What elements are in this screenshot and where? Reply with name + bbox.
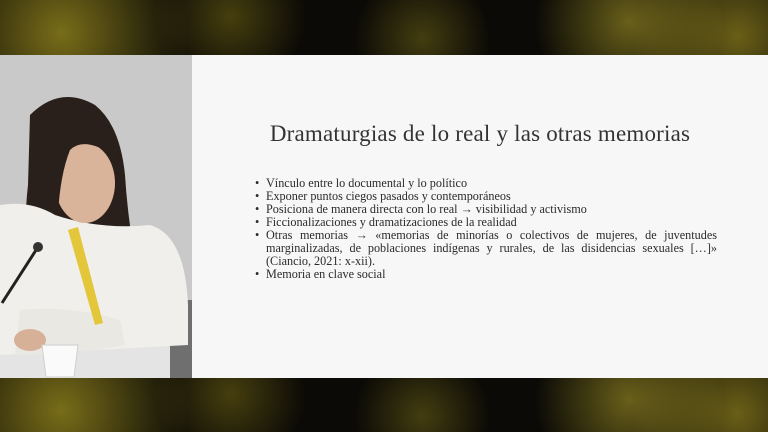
bullet-item: • Vínculo entre lo documental y lo político (252, 177, 717, 190)
slide-title: Dramaturgias de lo real y las otras memorias (269, 121, 691, 146)
slide-bullet-list (252, 177, 717, 281)
bullet-item: • Otras memorias → «memorias de minorías o colectivos de mujeres, de juventudes marginalizadas, de poblaciones indígenas y rurales, de las disidencias sexuales […]» (Ciancio, 2021: x-xii). (252, 229, 717, 268)
presentation-slide (192, 55, 768, 378)
speaker-image (0, 55, 192, 378)
speaker-video-feed (0, 55, 192, 378)
bullet-item: • Posiciona de manera directa con lo real → visibilidad y activismo (252, 203, 717, 216)
bullet-item: • Memoria en clave social (252, 268, 717, 281)
decorative-glitter-border-top (0, 0, 768, 55)
bullet-item: • Ficcionalizaciones y dramatizaciones de la realidad (252, 216, 717, 229)
bullet-item: • Exponer puntos ciegos pasados y contemporáneos (252, 190, 717, 203)
decorative-glitter-border-bottom (0, 378, 768, 432)
